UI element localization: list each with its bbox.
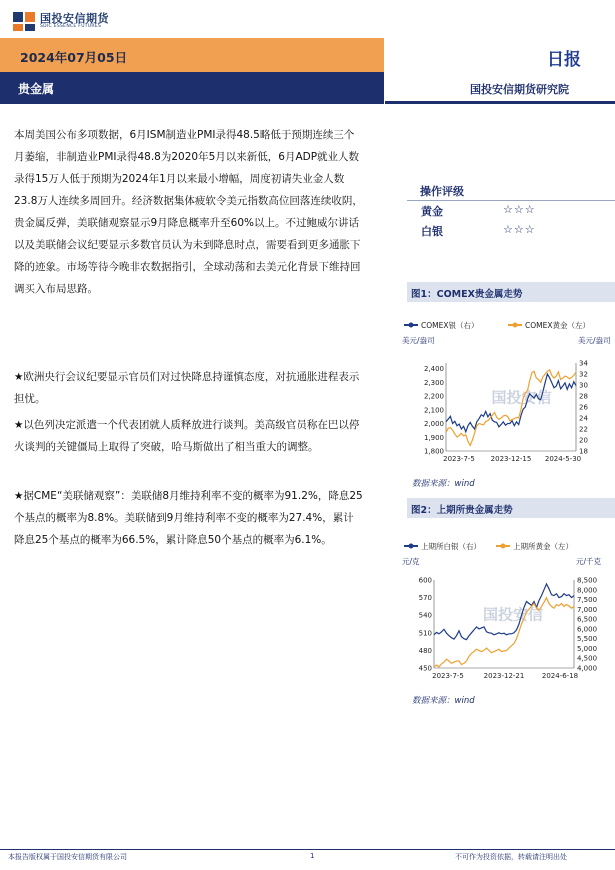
left-tick-label: 2,100 bbox=[423, 406, 444, 415]
x-tick-label: 2023-12-21 bbox=[483, 672, 525, 680]
x-tick-label: 2023-12-15 bbox=[490, 455, 532, 463]
rating-divider bbox=[407, 200, 615, 201]
legend-marker bbox=[513, 323, 518, 328]
left-tick-label: 600 bbox=[418, 576, 432, 585]
x-tick-label: 2023-7-5 bbox=[443, 455, 475, 463]
rating-silver-stars: ☆☆☆ bbox=[503, 223, 536, 236]
right-tick-label: 8,000 bbox=[577, 586, 598, 595]
research-institute: 国投安信期货研究院 bbox=[470, 83, 569, 96]
watermark-text: 国投安信 bbox=[483, 605, 544, 624]
left-tick-label: 450 bbox=[418, 664, 432, 673]
header-category-band bbox=[0, 72, 384, 104]
right-tick-label: 7,500 bbox=[577, 596, 598, 605]
news-paragraph-israel: ★以色列决定派遣一个代表团就人质释放进行谈判。美高级官员称在巴以停火谈判的关键僵局上取得了突破，哈马斯做出了相当重大的调整。 bbox=[14, 419, 360, 453]
left-tick-label: 480 bbox=[418, 646, 432, 655]
figure-2-source: 数据来源：wind bbox=[412, 696, 475, 706]
rating-silver-label: 白银 bbox=[421, 225, 443, 238]
right-tick-label: 6,000 bbox=[577, 625, 598, 634]
x-tick-label: 2024-5-30 bbox=[544, 455, 582, 463]
left-tick-label: 2,200 bbox=[423, 392, 444, 401]
right-tick-label: 8,500 bbox=[577, 576, 598, 585]
left-tick-label: 1,800 bbox=[423, 447, 444, 456]
figure-1-chart bbox=[400, 317, 615, 467]
left-axis-unit: 美元/盎司 bbox=[402, 336, 435, 345]
footer-divider bbox=[0, 849, 615, 850]
company-logo-english: SDIC ESSENCE FUTURES bbox=[40, 24, 102, 29]
right-tick-label: 4,500 bbox=[577, 654, 598, 663]
right-axis-unit: 元/千克 bbox=[576, 557, 602, 566]
figure-1-title: 图1：COMEX贵金属走势 bbox=[411, 289, 523, 300]
left-axis-unit: 元/克 bbox=[402, 557, 420, 566]
footer-copyright: 本报告版权属于国投安信期货有限公司 bbox=[8, 853, 127, 861]
company-logo-mark bbox=[12, 9, 38, 33]
right-tick-label: 32 bbox=[579, 370, 588, 379]
right-tick-label: 24 bbox=[579, 414, 588, 423]
legend-marker bbox=[409, 544, 414, 549]
right-tick-label: 18 bbox=[579, 447, 588, 456]
left-tick-label: 570 bbox=[418, 594, 432, 603]
figure-2-chart bbox=[400, 538, 615, 688]
right-tick-label: 6,500 bbox=[577, 615, 598, 624]
left-tick-label: 540 bbox=[418, 611, 432, 620]
legend-label: 上期所白银（右） bbox=[421, 542, 481, 551]
left-tick-label: 2,400 bbox=[423, 365, 444, 373]
right-tick-label: 4,000 bbox=[577, 664, 598, 673]
right-tick-label: 22 bbox=[579, 425, 588, 434]
news-paragraph-ecb: ★欧洲央行会议纪要显示官员们对过快降息持谨慎态度，对抗通胀进程表示担忧。 bbox=[14, 371, 360, 405]
page-number: 1 bbox=[310, 852, 315, 860]
right-tick-label: 5,500 bbox=[577, 635, 598, 644]
right-tick-label: 20 bbox=[579, 436, 588, 445]
right-tick-label: 5,000 bbox=[577, 644, 598, 653]
watermark-text: 国投安信 bbox=[491, 388, 552, 407]
legend-marker bbox=[501, 544, 506, 549]
right-tick-label: 28 bbox=[579, 392, 588, 401]
right-tick-label: 26 bbox=[579, 403, 588, 412]
x-tick-label: 2024-6-18 bbox=[541, 672, 579, 680]
right-tick-label: 34 bbox=[579, 359, 588, 368]
summary-paragraph: 本周美国公布多项数据，6月ISM制造业PMI录得48.5略低于预期连续三个月萎缩，非制造业PMI录得48.8为2020年5月以来新低，6月ADP就业人数录得15万人低于预期为2024年1月以来最小增幅，周度初请失业金人数23.8万人连续多周回升。经济数据集体疲软令美元指数高位回落连续收阴，贵金属反弹，美联储观察显示9月降息概率升至60%以上。不过鲍威尔讲话以及美联储会议纪要显示多数官员认为未到降息时点，需要看到更多通胀下降的迹象。市场等待今晚非农数据指引，全球动荡和去美元化背景下维持回调买入布局思路。 bbox=[14, 129, 363, 295]
report-type: 日报 bbox=[547, 50, 581, 70]
x-tick-label: 2023-7-5 bbox=[432, 672, 464, 680]
legend-label: COMEX黄金（左） bbox=[525, 321, 590, 330]
legend-marker bbox=[409, 323, 414, 328]
rating-gold-label: 黄金 bbox=[421, 205, 443, 218]
left-tick-label: 2,000 bbox=[423, 420, 444, 428]
legend-label: 上期所黄金（左） bbox=[513, 542, 573, 551]
right-axis-unit: 美元/盎司 bbox=[578, 336, 611, 345]
news-paragraph-cme: ★据CME“美联储观察”：美联储8月维持利率不变的概率为91.2%，降息25个基点的概率为8.8%。美联储到9月维持利率不变的概率为27.4%，累计降息25个基点的概率为66.5%，累计降息50个基点的概率为6.1%。 bbox=[14, 490, 363, 546]
rating-gold-stars: ☆☆☆ bbox=[503, 203, 536, 216]
rating-title: 操作评级 bbox=[420, 185, 464, 198]
legend-label: COMEX银（右） bbox=[421, 321, 479, 330]
series-line bbox=[446, 370, 576, 446]
figure-1-source: 数据来源：wind bbox=[412, 479, 475, 489]
left-tick-label: 510 bbox=[418, 629, 432, 638]
figure-2-title: 图2：上期所贵金属走势 bbox=[411, 505, 513, 516]
left-tick-label: 2,300 bbox=[423, 378, 444, 387]
report-category: 贵金属 bbox=[18, 82, 55, 96]
company-logo-name: 国投安信期货 bbox=[40, 12, 109, 25]
footer-disclaimer: 不可作为投资依据，转载请注明出处 bbox=[455, 853, 567, 861]
right-tick-label: 7,000 bbox=[577, 605, 598, 614]
left-tick-label: 1,900 bbox=[423, 433, 444, 442]
report-date: 2024年07月05日 bbox=[20, 50, 128, 65]
right-tick-label: 30 bbox=[579, 381, 588, 390]
